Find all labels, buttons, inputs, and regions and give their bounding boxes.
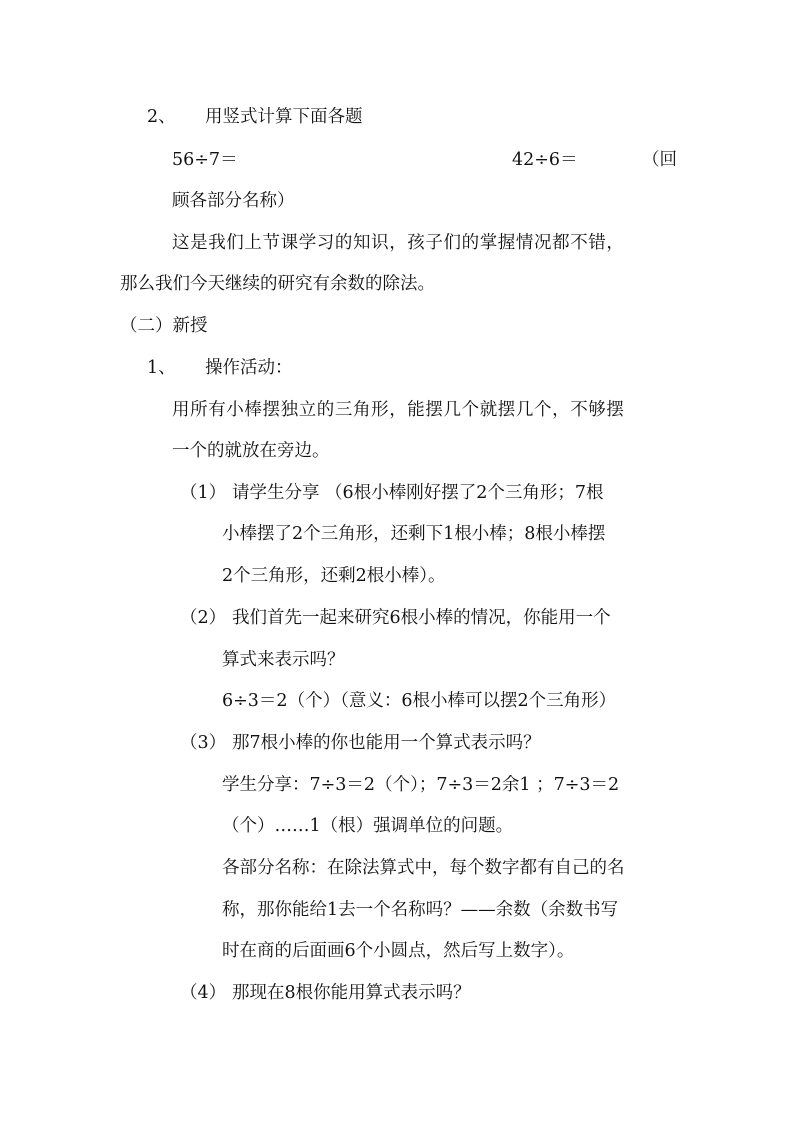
- problem-note-end: 顾各部分名称）: [172, 191, 295, 211]
- step-3-line-1: 那7根小棒的你也能用一个算式表示吗？: [232, 733, 541, 753]
- item-number: 1、: [147, 358, 176, 378]
- step-4-line-1: 那现在8根你能用算式表示吗？: [232, 983, 471, 1003]
- step-1-line-2: 小棒摆了2个三角形，还剩下1根小棒；8根小棒摆: [222, 524, 606, 544]
- item-1-line: [147, 356, 293, 380]
- transition-line-2: 那么我们今天继续的研究有余数的除法。: [120, 274, 435, 294]
- step-2-line-3: 6÷3＝2（个）（意义：6根小棒可以摆2个三角形）: [222, 691, 617, 711]
- item-text: 用竖式计算下面各题: [205, 107, 363, 127]
- step-2-line-2: 算式来表示吗？: [222, 650, 345, 670]
- item-text: 操作活动：: [205, 358, 293, 378]
- step-3-line-4: 各部分名称：在除法算式中，每个数字都有自己的名: [222, 858, 625, 878]
- activity-line-2: 一个的就放在旁边。: [172, 441, 330, 461]
- step-3-line-6: 时在商的后面画6个小圆点，然后写上数字）。: [222, 941, 575, 961]
- transition-line-1: 这是我们上节课学习的知识，孩子们的掌握情况都不错，: [172, 233, 625, 253]
- section-heading: （二）新授: [120, 316, 208, 336]
- step-3-number: （3）: [180, 733, 227, 753]
- problem-a: 56÷7＝: [172, 150, 238, 170]
- activity-line-1: 用所有小棒摆独立的三角形，能摆几个就摆几个，不够摆: [172, 400, 625, 420]
- problem-b: 42÷6＝: [512, 150, 578, 170]
- step-2-number: （2）: [180, 608, 227, 628]
- step-3-line-3: （个）……1（根）强调单位的问题。: [222, 816, 514, 836]
- step-1-line-3: 2个三角形，还剩2根小棒）。: [222, 566, 446, 586]
- step-2-line-1: 我们首先一起来研究6根小棒的情况，你能用一个: [232, 608, 611, 628]
- step-4-number: （4）: [180, 983, 227, 1003]
- step-3-line-5: 称，那你能给1去一个名称吗？——余数（余数书写: [222, 900, 619, 920]
- item-number: 2、: [147, 107, 176, 127]
- step-3-line-2: 学生分享：7÷3＝2（个）；7÷3＝2余1 ；7÷3＝2: [222, 775, 620, 795]
- problem-note-start: （回: [642, 150, 677, 170]
- step-1-line-1: 请学生分享 （6根小棒刚好摆了2个三角形；7根: [232, 483, 604, 503]
- item-2-line: [147, 105, 363, 129]
- step-1-number: （1）: [180, 483, 227, 503]
